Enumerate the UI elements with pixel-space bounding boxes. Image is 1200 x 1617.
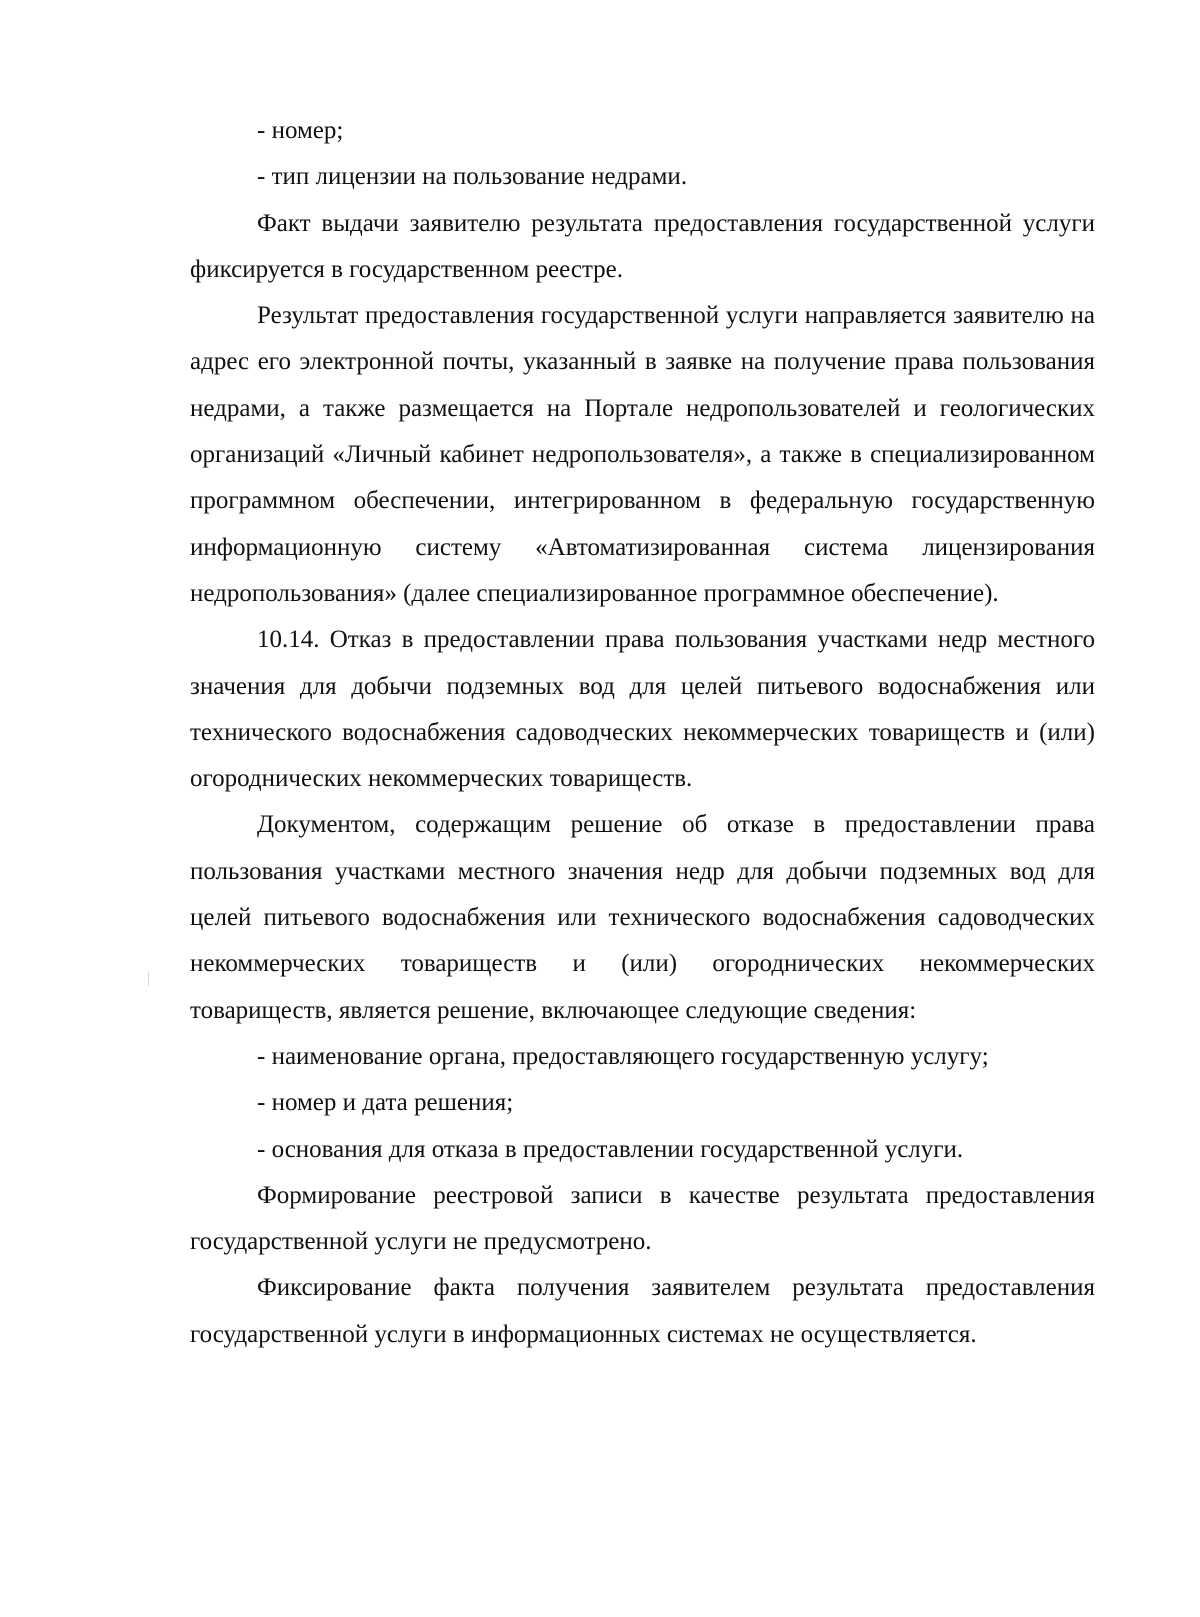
list-item-license-type: - тип лицензии на пользование недрами. (257, 163, 688, 191)
paragraph-fixation: Фиксирование факта получения заявителем результата предоставления государственной услуги в информационных системах не осуществляется. (190, 1274, 1095, 1348)
document-body (190, 108, 1095, 1358)
paragraph-section-10-14: 10.14. Отказ в предоставлении права пользования участками недр местного значения для добычи подземных вод для целей питьевого водоснабжения или технического водоснабжения садоводческих некоммерческих товариществ и (или) огороднических некоммерческих товариществ. (190, 626, 1095, 793)
scan-artifact (148, 972, 149, 986)
paragraph-fact-of-issue: Факт выдачи заявителю результата предоставления государственной услуги фиксируется в государственном реестре. (190, 209, 1095, 283)
list-item-number: - номер; (257, 117, 344, 144)
paragraph-result-delivery: Результат предоставления государственной услуги направляется заявителю на адрес его электронной почты, указанный в заявке на получение права пользования недрами, а также размещается на Портале недропользователей и геологических организаций «Личный кабинет недропользователя», а также в специализированном программном обеспечении, интегрированном в федеральную государственную информационную систему «Автоматизированная система лицензирования недропользования» (далее специализированное программное обеспечение). (190, 302, 1095, 607)
list-item-authority-name: - наименование органа, предоставляющего государственную услугу; (257, 1042, 989, 1070)
paragraph-refusal-document: Документом, содержащим решение об отказе в предоставлении права пользования участками местного значения недр для добычи подземных вод для целей питьевого водоснабжения или технического водоснабжения садоводческих некоммерческих товариществ и (или) огороднических некоммерческих товариществ, является решение, включающее следующие сведения: (190, 811, 1095, 1024)
list-item-refusal-grounds: - основания для отказа в предоставлении государственной услуги. (257, 1135, 964, 1163)
paragraph-registry-record: Формирование реестровой записи в качестве результата предоставления государственной услуги не предусмотрено. (190, 1181, 1095, 1256)
list-item-decision-number-date: - номер и дата решения; (257, 1089, 514, 1117)
